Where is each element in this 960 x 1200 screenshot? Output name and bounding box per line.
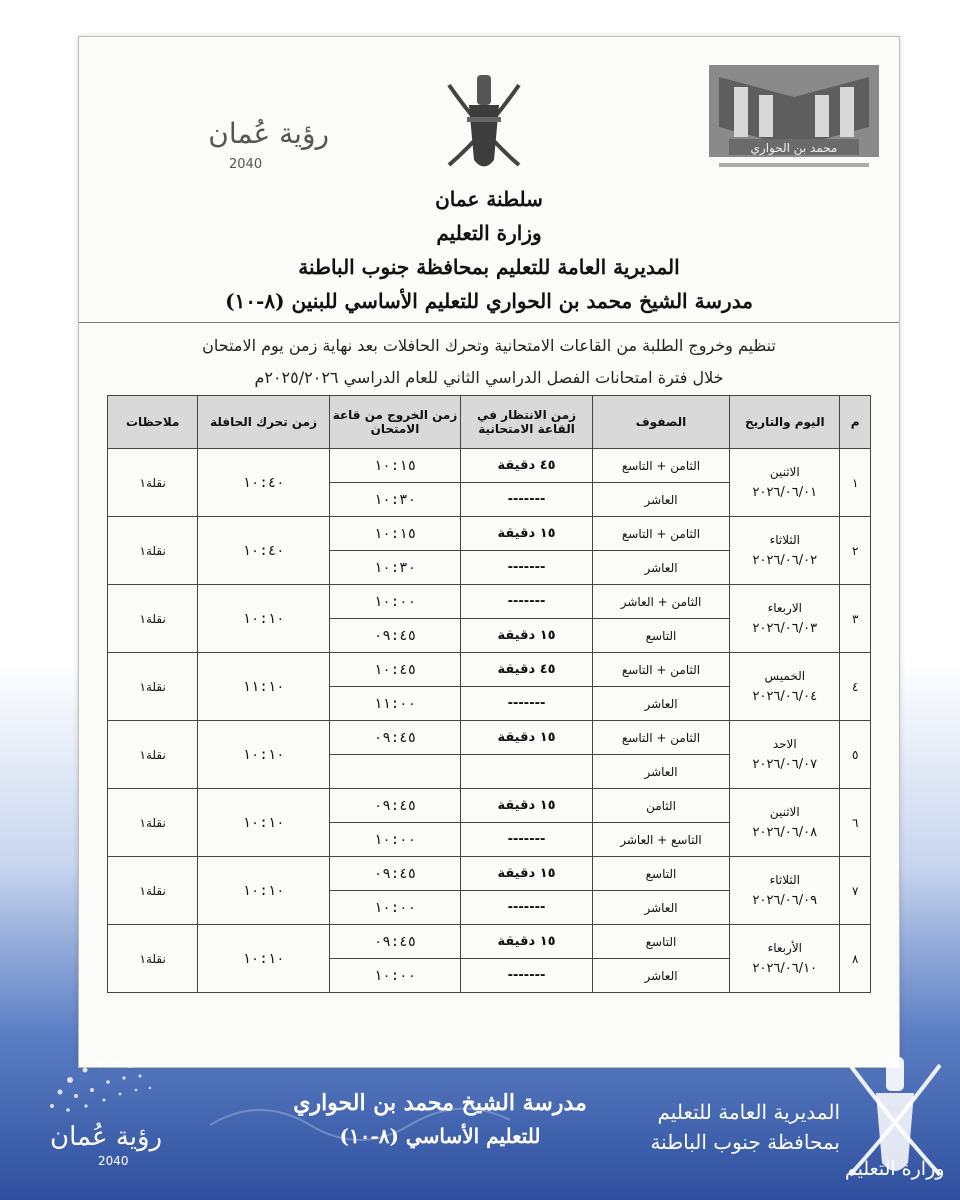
subtitle-line-2: خلال فترة امتحانات الفصل الدراسي الثاني للعام الدراسي ٢٠٢٥/٢٠٢٦م	[254, 368, 724, 387]
exit-time: ٠٩:٤٥	[329, 619, 460, 653]
day-name: الاحد	[772, 737, 797, 751]
bus-time: ١٠:١٠	[198, 585, 329, 653]
exam-date: ٢٠٢٦/٠٦/٠٧	[752, 757, 818, 772]
exit-time: ٠٩:٤٥	[329, 925, 460, 959]
exam-date: ٢٠٢٦/٠٦/٠٨	[752, 825, 818, 840]
header-wait: زمن الانتظار في القاعة الامتحانية	[461, 396, 593, 449]
row-day-date	[730, 517, 840, 585]
day-name: الاثنين	[769, 805, 800, 819]
row-note: نقلة١	[108, 721, 198, 789]
footer-directorate	[630, 1100, 840, 1154]
header-day: اليوم والتاريخ	[730, 396, 840, 449]
row-day-date	[730, 721, 840, 789]
bus-time: ١٠:١٠	[198, 789, 329, 857]
wait-time: -------	[461, 585, 593, 619]
wait-time: -------	[461, 959, 593, 993]
exam-date: ٢٠٢٦/٠٦/١٠	[752, 961, 818, 976]
wait-time: ١٥ دقيقة	[461, 789, 593, 823]
exam-date: ٢٠٢٦/٠٦/٠٣	[752, 621, 818, 636]
footer-vision-logo	[10, 1030, 180, 1170]
class-group: التاسع	[592, 857, 729, 891]
class-group: العاشر	[592, 755, 729, 789]
exit-time: ١٠:٠٠	[329, 891, 460, 925]
wait-time: -------	[461, 891, 593, 925]
table-row	[108, 653, 871, 687]
exit-time: ١٠:٣٠	[329, 551, 460, 585]
row-note: نقلة١	[108, 517, 198, 585]
wait-time: ١٥ دقيقة	[461, 925, 593, 959]
row-note: نقلة١	[108, 449, 198, 517]
row-number: ٢	[840, 517, 871, 585]
exit-time: ٠٩:٤٥	[329, 857, 460, 891]
vision-logo-text: رؤية عُمان	[208, 117, 329, 150]
header-notes: ملاحظات	[108, 396, 198, 449]
exit-time: ١٠:٠٠	[329, 585, 460, 619]
class-group: الثامن + التاسع	[592, 517, 729, 551]
row-day-date	[730, 653, 840, 721]
table-row	[108, 517, 871, 551]
header-line-directorate: المديرية العامة للتعليم بمحافظة جنوب الباطنة	[298, 255, 680, 279]
day-name: الاثنين	[769, 465, 800, 479]
table-row	[108, 449, 871, 483]
exit-time: ٠٩:٤٥	[329, 721, 460, 755]
wait-time: ١٥ دقيقة	[461, 721, 593, 755]
table-row	[108, 721, 871, 755]
footer-directorate-line-1: المديرية العامة للتعليم	[657, 1100, 840, 1124]
row-number: ٥	[840, 721, 871, 789]
row-day-date	[730, 789, 840, 857]
class-group: الثامن + العاشر	[592, 585, 729, 619]
row-number: ٧	[840, 857, 871, 925]
header-bus: زمن تحرك الحافلة	[198, 396, 329, 449]
table-row	[108, 585, 871, 619]
exit-time: ١٠:٣٠	[329, 483, 460, 517]
row-number: ٦	[840, 789, 871, 857]
header-line-country: سلطنة عمان	[435, 187, 543, 211]
table-row	[108, 789, 871, 823]
school-logo	[699, 57, 889, 177]
class-group: التاسع	[592, 619, 729, 653]
subtitle-line-1: تنظيم وخروج الطلبة من القاعات الامتحانية وتحرك الحافلات بعد نهاية زمن يوم الامتحان	[202, 336, 776, 355]
row-note: نقلة١	[108, 789, 198, 857]
header-divider	[79, 322, 899, 323]
bus-time: ١٠:١٠	[198, 925, 329, 993]
table-header-row	[108, 396, 871, 449]
wait-time: ٤٥ دقيقة	[461, 449, 593, 483]
exit-time: ١٠:٤٥	[329, 653, 460, 687]
row-number: ٤	[840, 653, 871, 721]
class-group: العاشر	[592, 959, 729, 993]
class-group: الثامن + التاسع	[592, 721, 729, 755]
day-name: الاربعاء	[767, 601, 802, 615]
table-row	[108, 925, 871, 959]
exam-date: ٢٠٢٦/٠٦/٠٤	[752, 689, 818, 704]
class-group: العاشر	[592, 891, 729, 925]
row-day-date	[730, 857, 840, 925]
school-logo-text: محمد بن الحواري	[750, 141, 838, 155]
footer-vision-year: 2040	[98, 1154, 129, 1168]
footer-school-line-2: للتعليم الأساسي (٨-١٠)	[339, 1124, 541, 1148]
header-line-ministry: وزارة التعليم	[436, 221, 542, 245]
day-name: الثلاثاء	[769, 873, 801, 887]
document-header	[79, 182, 899, 318]
wait-time: -------	[461, 483, 593, 517]
footer-vision-text: رؤية عُمان	[50, 1122, 163, 1152]
header-no: م	[840, 396, 871, 449]
bus-time: ١٠:١٠	[198, 721, 329, 789]
row-number: ١	[840, 449, 871, 517]
day-name: الخميس	[764, 669, 806, 683]
row-number: ٨	[840, 925, 871, 993]
bus-time: ١١:١٠	[198, 653, 329, 721]
footer-school-name	[250, 1090, 630, 1148]
vision-dots-icon	[10, 1030, 180, 1130]
exam-date: ٢٠٢٦/٠٦/٠٩	[752, 893, 818, 908]
wait-time: ١٥ دقيقة	[461, 857, 593, 891]
exam-schedule-table	[107, 395, 871, 993]
day-name: الأربعاء	[767, 941, 802, 955]
class-group: التاسع + العاشر	[592, 823, 729, 857]
document-sheet	[78, 36, 900, 1068]
row-day-date	[730, 585, 840, 653]
row-note: نقلة١	[108, 585, 198, 653]
class-group: العاشر	[592, 551, 729, 585]
row-day-date	[730, 925, 840, 993]
exit-time: ٠٩:٤٥	[329, 789, 460, 823]
header-classes: الصفوف	[592, 396, 729, 449]
wait-time: -------	[461, 551, 593, 585]
header-line-school: مدرسة الشيخ محمد بن الحواري للتعليم الأساسي للبنين (٨-١٠)	[225, 289, 753, 313]
bus-time: ١٠:١٠	[198, 857, 329, 925]
national-emblem-icon	[439, 65, 529, 175]
exit-time: ١٠:١٥	[329, 449, 460, 483]
exit-time: ١٠:٠٠	[329, 959, 460, 993]
exit-time: ١١:٠٠	[329, 687, 460, 721]
class-group: الثامن + التاسع	[592, 653, 729, 687]
class-group: الثامن + التاسع	[592, 449, 729, 483]
exit-time	[329, 755, 460, 789]
row-note: نقلة١	[108, 653, 198, 721]
wait-time: ٤٥ دقيقة	[461, 653, 593, 687]
exam-date: ٢٠٢٦/٠٦/٠١	[752, 485, 818, 500]
row-note: نقلة١	[108, 925, 198, 993]
bus-time: ١٠:٤٠	[198, 449, 329, 517]
exit-time: ١٠:٠٠	[329, 823, 460, 857]
class-group: العاشر	[592, 687, 729, 721]
vision-logo-year: 2040	[229, 157, 263, 172]
wait-time: ١٥ دقيقة	[461, 619, 593, 653]
class-group: العاشر	[592, 483, 729, 517]
wait-time	[461, 755, 593, 789]
footer-school-line-1: مدرسة الشيخ محمد بن الحواري	[293, 1090, 587, 1116]
day-name: الثلاثاء	[769, 533, 801, 547]
row-note: نقلة١	[108, 857, 198, 925]
wait-time: -------	[461, 823, 593, 857]
table-row	[108, 857, 871, 891]
document-subtitle	[79, 330, 899, 394]
row-number: ٣	[840, 585, 871, 653]
footer-directorate-line-2: بمحافظة جنوب الباطنة	[650, 1130, 840, 1154]
wait-time: ١٥ دقيقة	[461, 517, 593, 551]
class-group: الثامن	[592, 789, 729, 823]
exam-date: ٢٠٢٦/٠٦/٠٢	[752, 553, 818, 568]
row-day-date	[730, 449, 840, 517]
wait-time: -------	[461, 687, 593, 721]
header-exit: زمن الخروج من قاعة الامتحان	[329, 396, 460, 449]
footer-ministry-name: وزارة التعليم	[845, 1158, 945, 1180]
exit-time: ١٠:١٥	[329, 517, 460, 551]
class-group: التاسع	[592, 925, 729, 959]
vision-2040-logo	[159, 117, 329, 177]
bus-time: ١٠:٤٠	[198, 517, 329, 585]
